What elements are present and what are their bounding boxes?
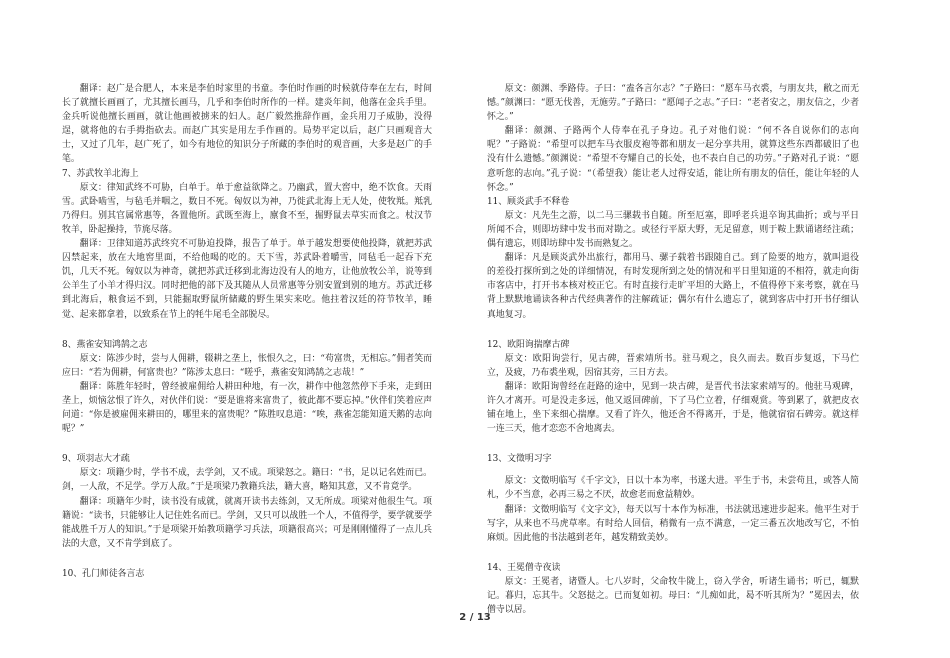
section-7-translation: 翻译：卫律知道苏武终究不可胁迫投降，报告了单于。单于越发想要使他投降，就把苏武囚禁起来，放在大地窖里面，不给他喝的吃的。天下雪，苏武卧着嚼雪，同毡毛一起吞下充饥，几天不死。匈奴以为神奇，就把苏武迁移到北海边没有人的地方，让他放牧公羊，说等到公羊生了小羊才得归汉。同时把他的部下及其随从人员常惠等分别安置到别的地方。苏武迁移到北海后，粮食运不到，只能掘取野鼠所储藏的野生果实来吃。他拄着汉廷的符节牧羊，睡觉、起来都拿着，以致系在节上的牦牛尾毛全部脱尽。 <box>62 239 432 320</box>
section-heading-13: 13、文徵明习字 <box>487 454 552 465</box>
section-7-original: 原文：律知武终不可胁，白单于。单于愈益欲降之。乃幽武，置大窖中，绝不饮食。天雨雪。武卧啮雪，与毡毛并咽之，数日不死。匈奴以为神，乃徙武北海上无人处，使牧羝。羝乳乃得归。别其官属常惠等，各置他所。武既至海上，廪食不至，掘野鼠去草实而食之。杖汉节牧羊，卧起操持，节旄尽落。 <box>62 182 432 235</box>
section-heading-9: 9、项羽志大才疏 <box>62 454 130 465</box>
zhao-guang-translation: 翻译：赵广是合肥人，本来是李伯时家里的书童。李伯时作画的时候就侍奉在左右，时间长了就擅长画画了，尤其擅长画马，几乎和李伯时所作的一样。建炎年间，他落在金兵手里。金兵听说他擅长画画，就让他画被掳来的妇人。赵广毅然推辞作画，金兵用刀子威胁，没得逞，就将他的右手拇指砍去。而赵广其实是用左手作画的。局势平定以后，赵广只画观音大士，又过了几年，赵广死了，如今有地位的知识分子所藏的李伯时的观音画，大多是赵广的手笔。 <box>62 84 432 165</box>
section-9-original: 原文：项籍少时，学书不成，去学剑，又不成。项梁怒之。籍曰：“书，足以记名姓而已。剑，一人敌，不足学。学万人敌。”于是项梁乃教籍兵法，籍大喜，略知其意，又不肯竟学。 <box>62 468 432 493</box>
section-13-translation: 翻译：文徵明临写《文字文》，每天以写十本作为标准，书法就迅速进步起来。他平生对于写字，从来也不马虎草率。有时给人回信，稍微有一点不满意，一定三番五次地改写它，不怕麻烦。因此他的书法越到老年，越发精致美妙。 <box>487 504 859 543</box>
section-11-original: 原文：凡先生之游，以二马三骡载书自随。所至厄塞，即呼老兵退卒询其曲折；或与平日所闻不合，则即坊肆中发书而对勘之。或径行平原大野，无足留意，则于鞍上默诵诸经注疏；偶有遗忘，则即坊肆中发书而熟复之。 <box>487 210 859 250</box>
section-8-original: 原文：陈涉少时，尝与人佣耕，辍耕之垄上，怅恨久之，曰：“苟富贵，无相忘。”佣者笑而应曰：“若为佣耕，何富贵也？”陈涉太息曰：“嗟乎，燕雀安知鸿鹄之志哉！” <box>62 353 432 378</box>
section-12-translation: 翻译：欧阳询曾经在赶路的途中，见到一块古碑，是晋代书法家索靖写的。他驻马观碑，许久才离开。可是没走多远，他又返回碑前，下了马伫立着，仔细观赏。等到累了，就把皮衣铺在地上，坐下来细心揣摩。又看了许久，他还舍不得离开，于是，他就宿宿石碑旁。就这样一连三天，他才恋恋不舍地离去。 <box>487 381 859 435</box>
section-11-translation: 翻译：凡是顾炎武外出旅行，都用马、骡子载着书跟随自己。到了险要的地方，就叫退役的差役打探所到之处的详细情况，有时发现所到之处的情况和平日里知道的不相符，就走向街市客店中，打开书本核对校正它。有时直接行走旷平坦的大路上，不值得停下来考察，就在马背上默默地诵读各种古代经典著作的注解疏证；偶尔有什么遗忘了，就到客店中打开书仔细认真地复习。 <box>487 253 859 320</box>
section-9-translation: 翻译：项籍年少时，读书没有成就，就离开读书去练剑，又无所成。项梁对他很生气。项籍说：“读书，只能够让人记住姓名而已。学剑，又只可以战胜一个人，不值得学，要学就要学能战胜千万人的知识。”于是项梁开始教项籍学习兵法，项籍很高兴；可是刚刚懂得了一点儿兵法的大意，又不肯学到底了。 <box>62 496 432 549</box>
section-10-translation: 翻译：颜渊、子路两个人侍奉在孔子身边。孔子对他们说：“何不各自说你们的志向呢？”子路说：“希望可以把车马衣服皮袍等都和朋友一起分享共用，就算这些东西都破旧了也没有什么遗憾。”颜渊说：“希望不夸耀自己的长处，也不表白自己的功劳。”子路对孔子说：“愿意听您的志向。”孔子说：“（希望我）能让老人过得安适，能让所有朋友的信任，能让年轻的人怀念。” <box>487 126 859 193</box>
section-heading-11: 11、顾炎武手不释卷 <box>487 196 570 207</box>
section-14-original: 原文：王冕者，诸暨人。七八岁时，父命牧牛陇上，窃入学舍，听诸生诵书；听已，辄默记。暮归，忘其牛。父怒挞之。已而复如初。母曰：“儿痴如此，曷不听其所为？”冕因去，依僧寺以居。 <box>487 576 859 616</box>
page-number: 2 / 13 <box>459 612 491 623</box>
section-heading-8: 8、燕雀安知鸿鹄之志 <box>62 339 148 350</box>
section-12-original: 原文：欧阳询尝行，见古碑，晋索靖所书。驻马观之，良久而去。数百步复返，下马伫立，及疲，乃布裘坐观，因宿其旁，三日方去。 <box>487 353 859 378</box>
left-column <box>62 82 432 581</box>
section-heading-14: 14、王冕僧寺夜读 <box>487 562 561 573</box>
section-8-translation: 翻译：陈胜年轻时，曾经被雇佣给人耕田种地，有一次，耕作中他忽然停下手来，走到田垄上，烦恼忿恨了许久，对伙伴们说：“要是谁将来富贵了，彼此都不要忘掉。”伙伴们笑着应声问道：“你是被雇佣来耕田的，哪里来的富贵呢？”陈胜叹息道：“唉，燕雀怎能知道天鹅的志向呢？” <box>62 381 432 435</box>
right-column <box>487 82 859 617</box>
section-13-original: 原文：文徵明临写《千字文》，日以十本为率，书遂大进。平生于书，未尝苟且，或答人简札，少不当意，必再三易之不厌，故愈老而愈益精妙。 <box>487 476 859 501</box>
section-heading-10: 10、孔门师徒各言志 <box>62 568 145 579</box>
section-10-original: 原文：颜渊、季路侍。子曰：“盍各言尔志？”子路曰：“愿车马衣裘，与朋友共，敝之而无憾。”颜渊曰：“愿无伐善，无施劳。”子路曰：“愿闻子之志。”子曰：“老者安之，朋友信之，少者怀之。” <box>487 84 859 123</box>
section-heading-7: 7、苏武牧羊北海上 <box>62 168 139 179</box>
section-heading-12: 12、欧阳询揣摩古碑 <box>487 339 570 350</box>
